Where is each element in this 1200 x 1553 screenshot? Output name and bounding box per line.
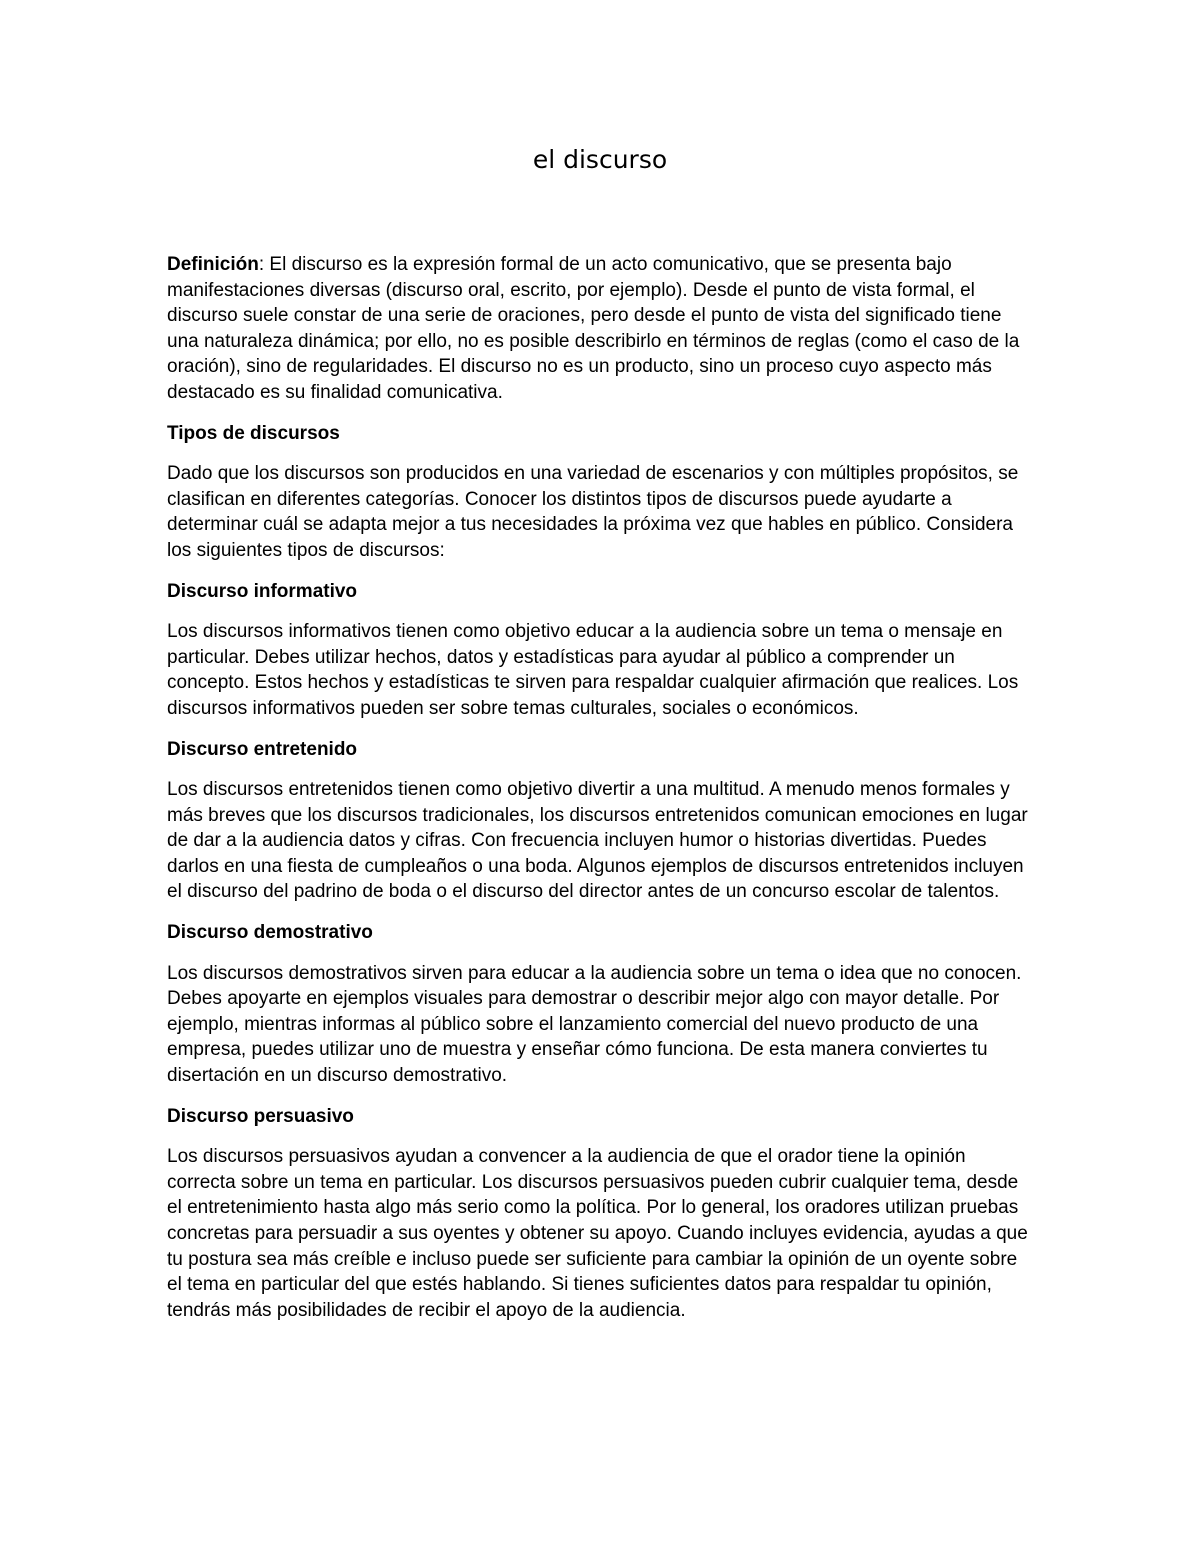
section-text-entretenido: Los discursos entretenidos tienen como objetivo divertir a una multitud. A menudo menos formales y más breves que los discursos tradicionales, los discursos entretenidos comunican emociones en lugar de dar a la audiencia datos y cifras. Con frecuencia incluyen humor o historias divertidas. Puedes darlos en una fiesta de cumpleaños o una boda. Algunos ejemplos de discursos entretenidos incluyen el discurso del padrino de boda o el discurso del director antes de un concurso escolar de talentos. — [167, 779, 1028, 903]
definition-term: Definición — [167, 254, 259, 275]
types-heading: Tipos de discursos — [167, 422, 340, 444]
definition-text: : El discurso es la expresión formal de un acto comunicativo, que se presenta bajo manifestaciones diversas (discurso oral, escrito, por ejemplo). Desde el punto de vista formal, el discurso suele constar de una serie de oraciones, pero desde el punto de vista del significado tiene una naturaleza dinámica; por ello, no es posible describirlo en términos de reglas (como el caso de la oración), sino de regularidades. El discurso no es un producto, sino un proceso cuyo aspecto más destacado es su finalidad comunicativa. — [167, 254, 1020, 403]
section-heading-demostrativo: Discurso demostrativo — [167, 922, 373, 944]
types-intro-paragraph: Dado que los discursos son producidos en una variedad de escenarios y con múltiples propósitos, se clasifican en diferentes categorías. Conocer los distintos tipos de discursos puede ayudarte a determinar cuál se adapta mejor a tus necesidades la próxima vez que hables en público. Considera los siguientes tipos de discursos: — [167, 463, 1019, 561]
definition-paragraph — [167, 252, 1037, 406]
section-heading-entretenido: Discurso entretenido — [167, 738, 358, 760]
section-heading-informativo: Discurso informativo — [167, 580, 358, 602]
document-title: el discurso — [532, 145, 668, 174]
document-body — [167, 252, 1037, 1338]
section-text-persuasivo: Los discursos persuasivos ayudan a convencer a la audiencia de que el orador tiene la opinión correcta sobre un tema en particular. Los discursos persuasivos pueden cubrir cualquier tema, desde el entretenimiento hasta algo más serio como la política. Por lo general, los oradores utilizan pruebas concretas para persuadir a sus oyentes y obtener su apoyo. Cuando incluyes evidencia, ayudas a que tu postura sea más creíble e incluso puede ser suficiente para cambiar la opinión de un oyente sobre el tema en particular del que estés hablando. Si tienes suficientes datos para respaldar tu opinión, tendrás más posibilidades de recibir el apoyo de la audiencia. — [167, 1146, 1028, 1321]
section-text-informativo: Los discursos informativos tienen como objetivo educar a la audiencia sobre un tema o mensaje en particular. Debes utilizar hechos, datos y estadísticas para ayudar al público a comprender un concepto. Estos hechos y estadísticas te sirven para respaldar cualquier afirmación que realices. Los discursos informativos pueden ser sobre temas culturales, sociales o económicos. — [167, 621, 1019, 719]
section-text-demostrativo: Los discursos demostrativos sirven para educar a la audiencia sobre un tema o idea que no conocen. Debes apoyarte en ejemplos visuales para demostrar o describir mejor algo con mayor detalle. Por ejemplo, mientras informas al público sobre el lanzamiento comercial del nuevo producto de una empresa, puedes utilizar uno de muestra y enseñar cómo funciona. De esta manera conviertes tu disertación en un discurso demostrativo. — [167, 962, 1022, 1087]
section-heading-persuasivo: Discurso persuasivo — [167, 1105, 354, 1127]
